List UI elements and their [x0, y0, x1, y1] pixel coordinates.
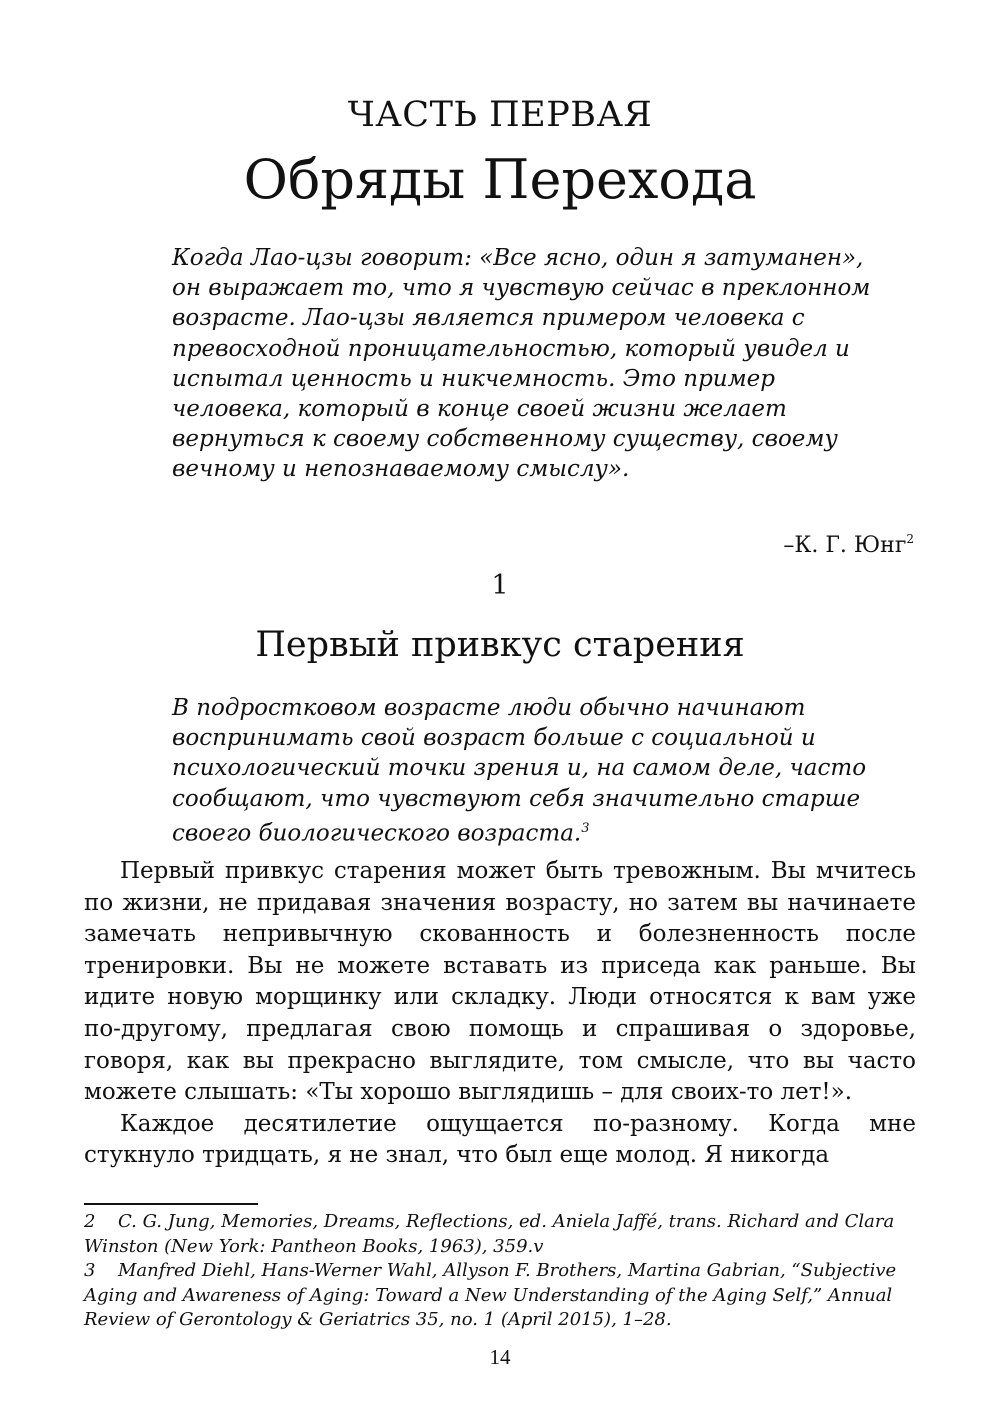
- footnotes: [84, 1210, 916, 1333]
- chapter-epigraph-text: В подростковом возрасте люди обычно начинают воспринимать свой возраст больше с социальной и психологический точки зрения и, на самом деле, часто сообщают, что чувствуют себя значительно старше своего биологического возраста.: [172, 695, 867, 847]
- part-title: Обряды Перехода: [243, 148, 757, 211]
- paragraph: Каждое десятилетие ощущается по-разному. Когда мне стукнуло тридцать, я не знал, что был еще молод. Я никогда: [84, 1110, 916, 1169]
- page-number: 14: [489, 1345, 511, 1369]
- chapter-title: Первый привкус старения: [255, 625, 745, 665]
- footnote-number: 3: [84, 1260, 96, 1282]
- chapter-number: 1: [491, 570, 509, 601]
- paragraph: Первый привкус старения может быть тревожным. Вы мчитесь по жизни, не придавая значения возрасту, но затем вы начинаете замечать непривычную скованность и болезненность после тренировки. Вы не можете вставать из приседа как раньше. Вы идите новую морщинку или складку. Люди относятся к вам уже по-другому, предлагая свою помощь и спрашивая о здоровье, говоря, как вы прекрасно выглядите, том смысле, что вы часто можете слышать: «Ты хорошо выглядишь – для своих-то лет!».: [84, 858, 916, 1106]
- footnote-text: Manfred Diehl, Hans-Werner Wahl, Allyson F. Brothers, Martina Gabrian, “Subjective Aging and Awareness of Aging: Toward a New Understanding of the Aging Self,” Annual Review of Gerontology & Geriatrics 35, no. 1 (April 2015), 1–28.: [84, 1260, 897, 1331]
- footnote-ref-3[interactable]: 3: [581, 820, 590, 836]
- body-text: [84, 856, 916, 1172]
- part-label: ЧАСТЬ ПЕРВАЯ: [347, 95, 653, 135]
- footnote-item: [84, 1259, 916, 1333]
- epigraph-attribution: [783, 533, 914, 558]
- footnote-divider: [84, 1203, 258, 1205]
- part-epigraph: Когда Лао-цзы говорит: «Все ясно, один я затуманен», он выражает то, что я чувствую сейчас в преклонном возрасте. Лао-цзы является примером человека с превосходной проницательностью, который увидел и испытал ценность и никчемность. Это пример человека, который в конце своей жизни желает вернуться к своему собственному существу, своему вечному и непознаваемому смыслу».: [172, 245, 871, 483]
- footnote-text: C. G. Jung, Memories, Dreams, Reflections, ed. Aniela Jaffé, trans. Richard and Clara Winston (New York: Pantheon Books, 1963), 359.v: [84, 1211, 895, 1257]
- chapter-epigraph: [172, 693, 892, 849]
- footnote-item: [84, 1210, 916, 1259]
- footnote-number: 2: [84, 1211, 96, 1232]
- footnote-ref-2[interactable]: 2: [906, 532, 914, 546]
- attribution-text: –К. Г. Юнг: [783, 533, 907, 558]
